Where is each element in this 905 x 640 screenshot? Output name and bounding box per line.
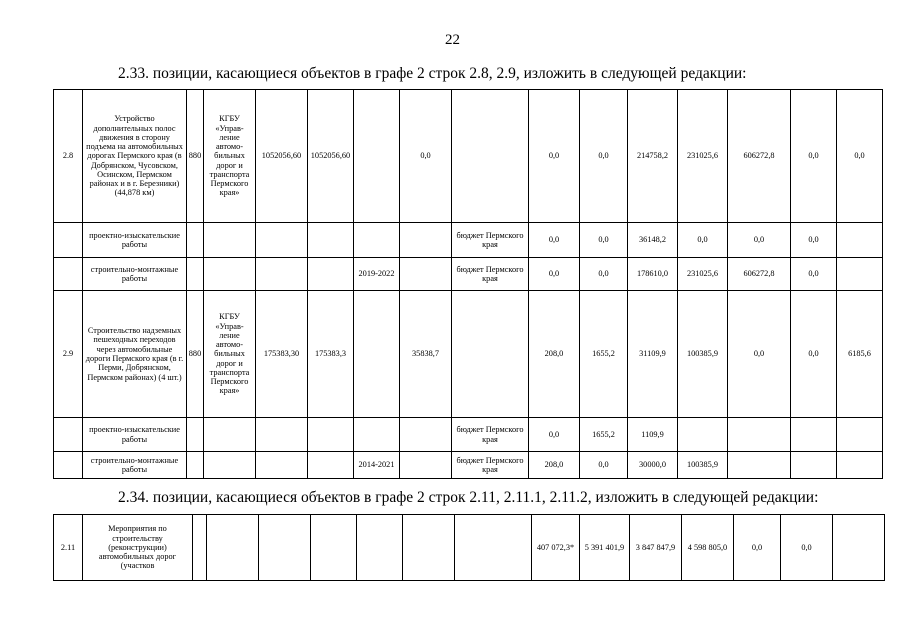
table-cell: КГБУ «Управ- ление автомо- бильных дорог и транспорта Пермского края»	[204, 291, 256, 418]
table-cell	[204, 418, 256, 452]
table-cell: 175383,30	[256, 291, 308, 418]
table-cell: 2.9	[54, 291, 83, 418]
table-cell	[455, 515, 532, 581]
table-cell: 0,0	[529, 90, 580, 223]
table-cell	[256, 223, 308, 258]
table-cell: строительно-монтажные работы	[83, 258, 187, 291]
table-cell: 3 847 847,9	[630, 515, 682, 581]
table-cell	[54, 452, 83, 479]
table-cell: 407 072,3*	[532, 515, 580, 581]
table-row	[54, 291, 883, 418]
table-cell	[204, 223, 256, 258]
table-cell: Мероприятия по строительству (реконструкции) автомобильных дорог (участков	[83, 515, 193, 581]
table-cell	[400, 418, 452, 452]
table-cell: 880	[187, 90, 204, 223]
table-cell: 0,0	[529, 223, 580, 258]
table-cell: КГБУ «Управ- ление автомо- бильных дорог и транспорта Пермского края»	[204, 90, 256, 223]
table-row	[54, 223, 883, 258]
table-cell: 2.11	[54, 515, 83, 581]
table-cell	[837, 418, 883, 452]
table-cell	[400, 258, 452, 291]
table-cell: 0,0	[837, 90, 883, 223]
table-cell	[354, 418, 400, 452]
table-cell: 100385,9	[678, 452, 728, 479]
table-cell	[308, 418, 354, 452]
table-cell	[256, 418, 308, 452]
section-2-34-heading: 2.34. позиции, касающиеся объектов в графе 2 строк 2.11, 2.11.1, 2.11.2, изложить в следующей редакции:	[118, 489, 819, 506]
table-cell	[187, 223, 204, 258]
table-cell: 0,0	[791, 258, 837, 291]
table-cell: 0,0	[734, 515, 781, 581]
table-2-34	[53, 514, 885, 581]
table-cell: бюджет Пермского края	[452, 418, 529, 452]
table-row	[54, 515, 885, 581]
table-cell: 0,0	[580, 258, 628, 291]
table-cell: 1109,9	[628, 418, 678, 452]
table-cell: 1655,2	[580, 291, 628, 418]
table-cell	[54, 418, 83, 452]
table-cell	[308, 258, 354, 291]
table-cell: 606272,8	[728, 258, 791, 291]
table-cell: 2014-2021	[354, 452, 400, 479]
table-cell: 0,0	[728, 291, 791, 418]
table-row	[54, 258, 883, 291]
table-cell	[207, 515, 259, 581]
table-cell: бюджет Пермского края	[452, 223, 529, 258]
table-cell	[193, 515, 207, 581]
table-cell	[678, 418, 728, 452]
table-cell	[308, 223, 354, 258]
table-cell: 5 391 401,9	[580, 515, 630, 581]
table-cell: 0,0	[791, 90, 837, 223]
table-cell	[452, 291, 529, 418]
table-cell: бюджет Пермского края	[452, 452, 529, 479]
table-cell	[259, 515, 311, 581]
table-cell: 2.8	[54, 90, 83, 223]
table-cell	[354, 223, 400, 258]
table-cell	[837, 223, 883, 258]
table-cell	[728, 452, 791, 479]
table-cell: 4 598 805,0	[682, 515, 734, 581]
table-cell: 175383,3	[308, 291, 354, 418]
table-cell	[354, 291, 400, 418]
table-row	[54, 452, 883, 479]
table-cell	[357, 515, 403, 581]
table-cell: 2019-2022	[354, 258, 400, 291]
table-cell	[187, 452, 204, 479]
table-cell: 0,0	[791, 291, 837, 418]
table-cell: 0,0	[529, 258, 580, 291]
table-cell: 0,0	[781, 515, 833, 581]
table-cell: 31109,9	[628, 291, 678, 418]
table-cell: 208,0	[529, 452, 580, 479]
table-cell	[54, 258, 83, 291]
table-cell: 178610,0	[628, 258, 678, 291]
table-cell	[728, 418, 791, 452]
table-2-33	[53, 89, 883, 479]
table-cell	[400, 223, 452, 258]
table-cell	[204, 258, 256, 291]
table-cell	[256, 452, 308, 479]
table-cell	[354, 90, 400, 223]
table-cell: 1052056,60	[308, 90, 354, 223]
table-cell: 0,0	[580, 452, 628, 479]
table-cell: проектно-изыскательские работы	[83, 418, 187, 452]
table-cell: 6185,6	[837, 291, 883, 418]
table-cell	[54, 223, 83, 258]
table-cell: 100385,9	[678, 291, 728, 418]
table-cell: 880	[187, 291, 204, 418]
table-cell	[204, 452, 256, 479]
table-cell	[837, 452, 883, 479]
table-cell: 0,0	[400, 90, 452, 223]
section-2-33-heading: 2.33. позиции, касающиеся объектов в графе 2 строк 2.8, 2.9, изложить в следующей редакции:	[118, 65, 747, 82]
table-cell	[308, 452, 354, 479]
table-cell: 0,0	[580, 223, 628, 258]
page-number: 22	[445, 32, 460, 48]
table-cell: 0,0	[728, 223, 791, 258]
table-cell: 606272,8	[728, 90, 791, 223]
table-cell: 30000,0	[628, 452, 678, 479]
table-cell	[403, 515, 455, 581]
table-cell	[256, 258, 308, 291]
table-cell: 231025,6	[678, 258, 728, 291]
table-cell: 231025,6	[678, 90, 728, 223]
table-cell: Устройство дополнительных полос движения в сторону подъема на автомобильных дорогах Пермского края (в Добрянском, Чусовском, Осинском, Пермском районах и в г. Березники) (44,878 км)	[83, 90, 187, 223]
table-cell: 36148,2	[628, 223, 678, 258]
table-cell: 0,0	[791, 223, 837, 258]
table-cell: Строительство надземных пешеходных переходов через автомобильные дороги Пермского края (в г. Перми, Добрянском, Пермском районах) (4 шт.)	[83, 291, 187, 418]
table-cell	[833, 515, 885, 581]
table-cell: строительно-монтажные работы	[83, 452, 187, 479]
table-cell: 0,0	[678, 223, 728, 258]
table-cell: 0,0	[529, 418, 580, 452]
table-cell: проектно-изыскательские работы	[83, 223, 187, 258]
table-row	[54, 418, 883, 452]
table-row	[54, 90, 883, 223]
table-cell: бюджет Пермского края	[452, 258, 529, 291]
table-cell	[311, 515, 357, 581]
table-cell	[837, 258, 883, 291]
table-cell: 1052056,60	[256, 90, 308, 223]
table-cell: 214758,2	[628, 90, 678, 223]
table-cell	[187, 418, 204, 452]
table-cell: 0,0	[580, 90, 628, 223]
table-cell	[791, 418, 837, 452]
table-cell	[400, 452, 452, 479]
table-cell	[791, 452, 837, 479]
table-cell	[452, 90, 529, 223]
table-cell	[187, 258, 204, 291]
table-cell: 35838,7	[400, 291, 452, 418]
table-cell: 1655,2	[580, 418, 628, 452]
table-cell: 208,0	[529, 291, 580, 418]
